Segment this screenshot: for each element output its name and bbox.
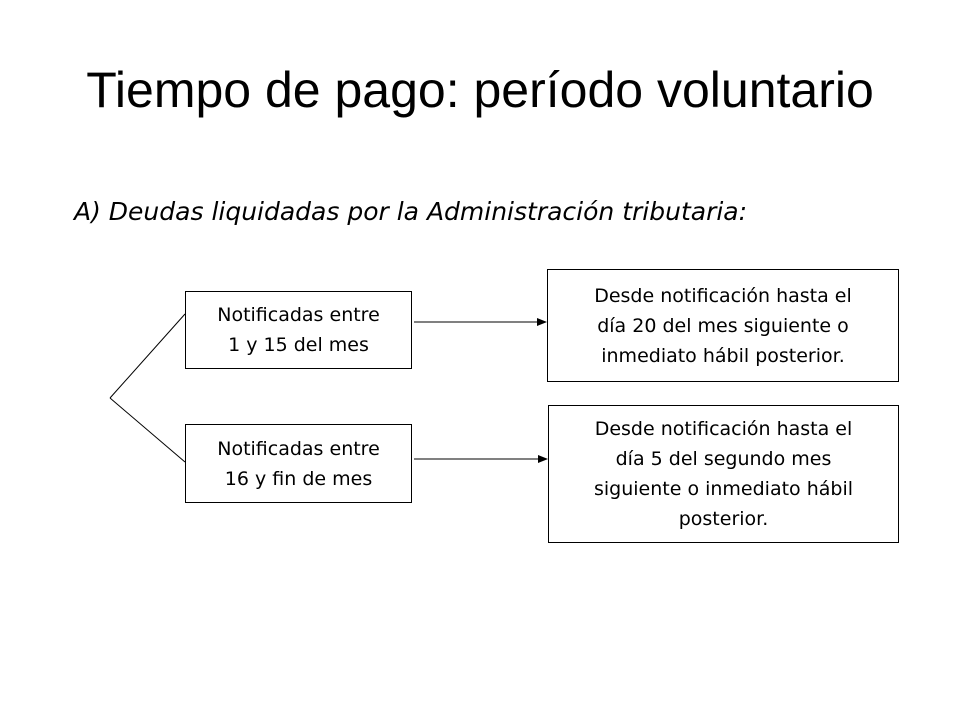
result-box-2: Desde notificación hasta el día 5 del segundo mes siguiente o inmediato hábil posterior.	[548, 405, 899, 543]
condition-box-2: Notificadas entre 16 y fin de mes	[185, 424, 412, 503]
branch-line-lower	[110, 398, 185, 462]
section-heading: A) Deudas liquidadas por la Administración tributaria:	[74, 197, 748, 226]
branch-line-upper	[110, 314, 185, 398]
slide-title: Tiempo de pago: período voluntario	[86, 62, 874, 118]
result-box-1: Desde notificación hasta el día 20 del mes siguiente o inmediato hábil posterior.	[547, 269, 899, 382]
condition-box-1: Notificadas entre 1 y 15 del mes	[185, 291, 412, 369]
